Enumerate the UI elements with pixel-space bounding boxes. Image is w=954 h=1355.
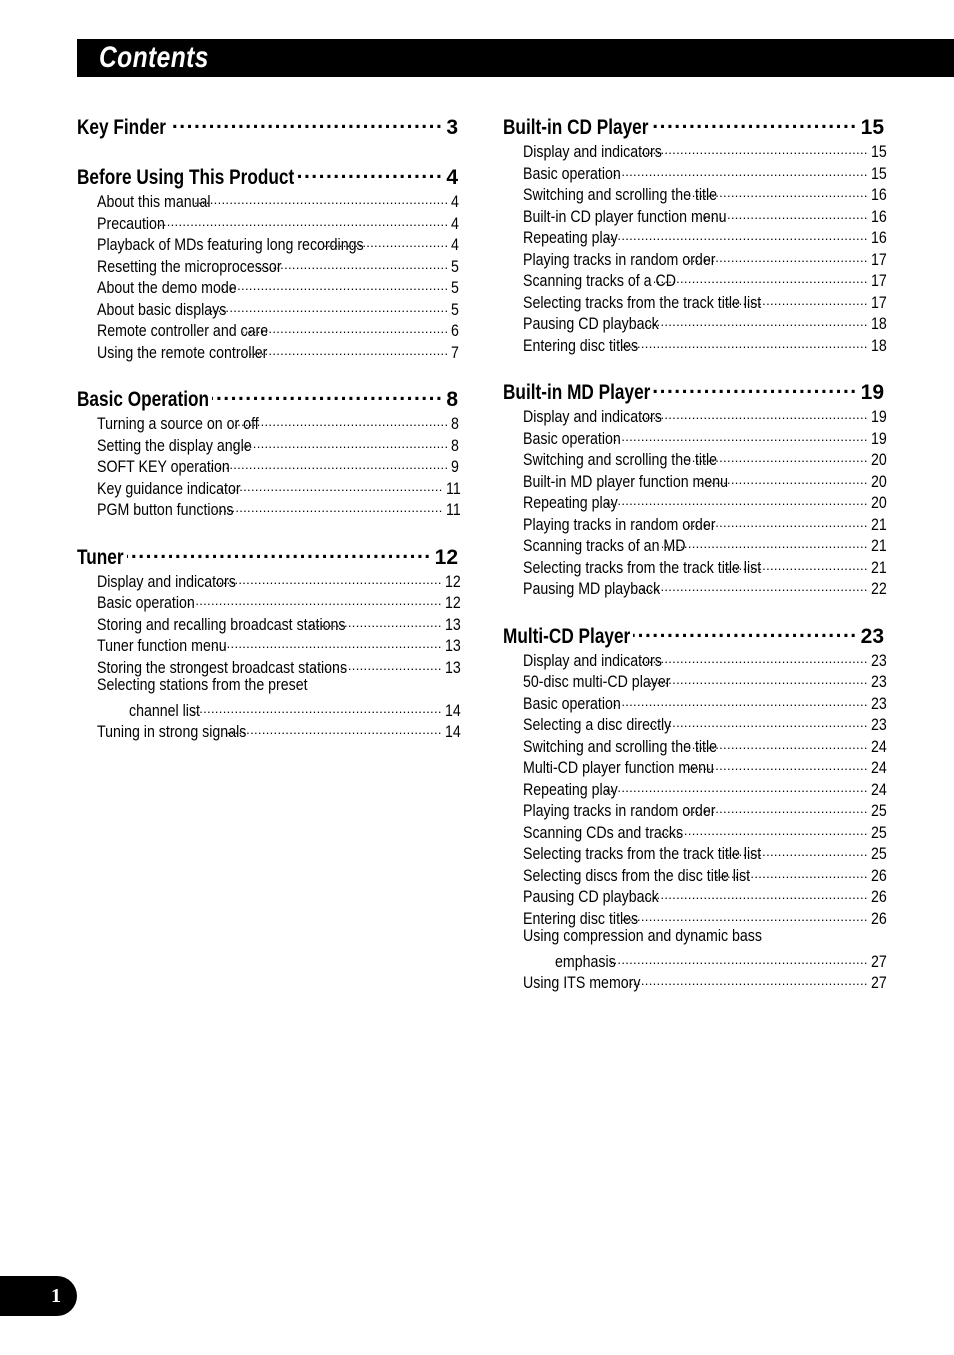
toc-item-page-number: 7 <box>451 343 460 362</box>
toc-item-page-number: 24 <box>870 737 887 756</box>
dot-leader <box>229 433 448 451</box>
toc-item-label: Setting the display angle <box>97 436 252 455</box>
section-title: Built-in CD Player <box>503 116 649 139</box>
dot-leader <box>220 476 442 494</box>
toc-item-label: Switching and scrolling the title <box>523 451 718 469</box>
toc-item-page-number: 13 <box>444 615 461 634</box>
toc-item-page-number: 20 <box>870 472 887 491</box>
toc-section <box>503 621 887 992</box>
toc-item-page-number: 19 <box>870 408 887 426</box>
toc-item-page-number: 18 <box>870 315 887 333</box>
toc-item-label: Basic operation <box>97 594 195 612</box>
toc-item-continuation[interactable] <box>77 698 461 720</box>
toc-item[interactable] <box>503 447 887 469</box>
dot-leader <box>217 275 448 293</box>
toc-item-page-number: 14 <box>444 723 461 741</box>
toc-item[interactable] <box>77 655 461 677</box>
toc-section <box>503 112 887 355</box>
toc-item[interactable] <box>503 311 887 333</box>
toc-item-page-number: 20 <box>870 451 887 469</box>
toc-item[interactable] <box>77 411 458 433</box>
dot-leader <box>642 648 868 666</box>
section-title: Basic Operation <box>77 388 210 411</box>
dot-leader <box>157 211 449 229</box>
toc-item-label: Display and indicators <box>523 408 662 426</box>
toc-item-list <box>503 648 887 992</box>
toc-item-label: Scanning tracks of an MD <box>523 537 686 555</box>
toc-item-label: Tuning in strong signals <box>97 723 247 741</box>
dot-leader <box>687 798 868 816</box>
toc-section-heading[interactable] <box>77 112 458 139</box>
dot-leader <box>725 841 867 859</box>
dot-leader <box>641 576 868 594</box>
toc-item[interactable] <box>503 755 887 777</box>
section-title: Key Finder <box>77 116 166 139</box>
dot-leader <box>725 290 867 308</box>
toc-item-list <box>77 569 461 741</box>
toc-item[interactable] <box>503 533 887 555</box>
toc-item-label: Key guidance indicator <box>97 479 241 498</box>
dot-leader <box>696 204 867 222</box>
toc-item-page-number: 27 <box>870 974 887 992</box>
toc-item[interactable] <box>503 512 887 534</box>
dot-leader <box>211 454 448 472</box>
dot-leader <box>653 377 857 399</box>
toc-item-page-number: 15 <box>870 164 887 183</box>
toc-item-label: Basic operation <box>523 429 621 448</box>
toc-item-page-number: 17 <box>870 272 887 290</box>
toc-item-page-number: 16 <box>870 229 887 247</box>
dot-leader <box>214 497 442 515</box>
toc-item[interactable] <box>77 569 461 591</box>
toc-item-label: Precaution <box>97 214 165 233</box>
toc-item-label: Remote controller and care <box>97 322 269 340</box>
toc-item[interactable] <box>503 576 887 598</box>
dot-leader <box>235 411 448 429</box>
toc-item-label: Scanning CDs and tracks <box>523 823 684 842</box>
toc-item-page-number: 4 <box>451 236 460 254</box>
toc-item-page-number: 25 <box>870 845 887 863</box>
toc-item-page-number: 12 <box>444 594 461 612</box>
toc-item-page-number: 26 <box>870 888 887 906</box>
toc-item[interactable] <box>77 590 461 612</box>
toc-item[interactable] <box>503 863 887 885</box>
toc-item-page-number: 23 <box>870 673 887 691</box>
toc-item-label: Display and indicators <box>523 651 662 670</box>
toc-item[interactable] <box>77 297 458 319</box>
toc-item[interactable] <box>503 777 887 799</box>
dot-leader <box>622 906 867 924</box>
toc-item-label: Storing the strongest broadcast stations <box>97 658 348 677</box>
title-bar <box>77 39 954 77</box>
page-number-badge <box>0 1276 77 1316</box>
toc-section-heading[interactable] <box>77 162 458 189</box>
toc-item-label: Selecting tracks from the track title list <box>523 293 762 312</box>
toc-item-label: Using ITS memory <box>523 974 641 992</box>
toc-item[interactable] <box>503 268 887 290</box>
toc-item-page-number: 26 <box>870 866 887 885</box>
toc-item-label: Selecting tracks from the track title list <box>523 558 762 577</box>
toc-item-page-number: 11 <box>445 479 461 498</box>
toc-item[interactable] <box>503 927 884 949</box>
toc-item[interactable] <box>77 719 461 741</box>
toc-section <box>77 112 458 139</box>
toc-item-page-number: 8 <box>451 415 460 433</box>
dot-leader <box>640 311 868 329</box>
toc-item-page-number: 27 <box>870 952 887 971</box>
toc-item[interactable] <box>503 841 887 863</box>
toc-item-page-number: 13 <box>444 658 461 677</box>
toc-item-page-number: 13 <box>444 637 461 655</box>
toc-item-label: PGM button functions <box>97 501 234 519</box>
toc-item-page-number: 6 <box>451 322 460 340</box>
toc-item-page-number: 19 <box>870 429 887 448</box>
dot-leader <box>687 512 868 530</box>
toc-item[interactable] <box>503 490 887 512</box>
toc-section-heading[interactable] <box>77 542 458 569</box>
toc-item-label: Switching and scrolling the title <box>523 186 718 204</box>
toc-item-page-number: 23 <box>870 716 887 734</box>
dot-leader <box>650 712 868 730</box>
toc-item[interactable] <box>77 275 458 297</box>
toc-item[interactable] <box>503 204 887 226</box>
section-title: Tuner <box>77 545 124 569</box>
toc-item[interactable] <box>77 676 458 698</box>
toc-item[interactable] <box>503 469 887 491</box>
toc-section <box>503 377 887 598</box>
dot-leader <box>608 426 868 444</box>
dot-leader <box>243 318 448 336</box>
toc-item-page-number: 4 <box>451 214 460 233</box>
toc-item[interactable] <box>77 254 458 276</box>
dot-leader <box>633 621 857 643</box>
dot-leader <box>654 268 868 286</box>
toc-item-label: Selecting stations from the preset <box>97 676 308 694</box>
page-number: 1 <box>51 1285 61 1307</box>
dot-leader <box>622 333 867 351</box>
dot-leader <box>688 447 867 465</box>
toc-item-page-number: 16 <box>870 186 887 204</box>
toc-item-label: Scanning tracks of a CD <box>523 272 677 290</box>
toc-item-label: Playing tracks in random order <box>523 802 716 820</box>
toc-item[interactable] <box>503 798 887 820</box>
toc-item-label: Playing tracks in random order <box>523 250 716 269</box>
toc-item-label: Turning a source on or off <box>97 415 259 433</box>
toc-item-page-number: 9 <box>451 458 460 476</box>
toc-item-label: SOFT KEY operation <box>97 458 230 476</box>
dot-leader <box>216 569 442 587</box>
toc-item[interactable] <box>503 225 887 247</box>
section-page-number: 8 <box>446 388 458 411</box>
dot-leader <box>609 949 868 967</box>
toc-item[interactable] <box>503 333 887 355</box>
dot-leader <box>660 820 868 838</box>
dot-leader <box>605 777 868 795</box>
toc-item-label: Playback of MDs featuring long recordings <box>97 236 364 254</box>
toc-section-heading[interactable] <box>503 377 884 404</box>
toc-item-list <box>77 189 458 361</box>
toc-item-page-number: 25 <box>870 802 887 820</box>
dot-leader <box>688 734 867 752</box>
toc-section <box>77 384 461 519</box>
dot-leader <box>212 384 443 406</box>
dot-leader <box>605 490 868 508</box>
toc-item-label-continued: channel list <box>129 701 201 720</box>
toc-item[interactable] <box>77 612 461 634</box>
section-title: Built-in MD Player <box>503 381 651 404</box>
section-page-number: 23 <box>860 624 884 648</box>
toc-item-page-number: 23 <box>870 694 887 713</box>
toc-item-page-number: 8 <box>451 436 460 455</box>
toc-item[interactable] <box>503 734 887 756</box>
dot-leader <box>255 254 449 272</box>
toc-item[interactable] <box>77 340 458 362</box>
section-page-number: 19 <box>860 381 884 404</box>
section-title: Before Using This Product <box>77 166 295 189</box>
dot-leader <box>297 162 443 184</box>
toc-item-label: Entering disc titles <box>523 336 639 355</box>
toc-item-page-number: 23 <box>870 651 887 670</box>
toc-item-page-number: 17 <box>870 250 887 269</box>
dot-leader <box>605 225 868 243</box>
toc-item-page-number: 12 <box>444 572 461 591</box>
toc-item-label: Switching and scrolling the title <box>523 737 718 756</box>
toc-item[interactable] <box>503 712 887 734</box>
toc-item-label: Selecting discs from the disc title list <box>523 866 751 885</box>
dot-leader <box>640 884 868 902</box>
toc-item[interactable] <box>77 189 458 211</box>
toc-item-page-number: 5 <box>451 257 460 276</box>
toc-item[interactable] <box>77 476 461 498</box>
toc-item-label: Tuner function menu <box>97 637 227 655</box>
toc-item-label: Basic operation <box>523 164 621 183</box>
toc-item-label: Built-in CD player function menu <box>523 207 727 226</box>
toc-item-label: Repeating play <box>523 494 618 512</box>
toc-item-label: About this manual <box>97 193 211 211</box>
toc-section-heading[interactable] <box>503 621 884 648</box>
toc-item-label: Selecting a disc directly <box>523 716 672 734</box>
toc-item-page-number: 5 <box>451 300 460 319</box>
toc-item[interactable] <box>503 648 887 670</box>
toc-item-page-number: 5 <box>451 279 460 297</box>
dot-leader <box>687 247 868 265</box>
toc-item[interactable] <box>503 906 887 928</box>
toc-section-heading[interactable] <box>77 384 458 411</box>
toc-item-page-number: 22 <box>870 580 887 598</box>
toc-column-left <box>77 112 461 741</box>
toc-section <box>77 542 461 741</box>
toc-item[interactable] <box>503 426 887 448</box>
toc-item[interactable] <box>503 182 887 204</box>
dot-leader <box>608 691 868 709</box>
toc-item-label: Multi-CD player function menu <box>523 759 714 777</box>
section-page-number: 4 <box>446 166 458 189</box>
toc-item-label: Repeating play <box>523 229 618 247</box>
dot-leader <box>686 755 868 773</box>
toc-item-label: Resetting the microprocessor <box>97 257 282 276</box>
toc-item[interactable] <box>77 232 458 254</box>
toc-section-heading[interactable] <box>503 112 884 139</box>
toc-item[interactable] <box>503 691 887 713</box>
dot-leader <box>662 533 868 551</box>
toc-item-page-number: 17 <box>870 293 887 312</box>
toc-item-page-number: 20 <box>870 494 887 512</box>
toc-item[interactable] <box>77 633 461 655</box>
toc-item-label: Entering disc titles <box>523 909 639 928</box>
toc-section <box>77 162 458 361</box>
toc-item[interactable] <box>77 497 461 519</box>
toc-item[interactable] <box>77 318 458 340</box>
toc-item-label: Storing and recalling broadcast stations <box>97 615 346 634</box>
toc-item[interactable] <box>503 970 887 992</box>
toc-item[interactable] <box>503 820 887 842</box>
toc-item-label: Basic operation <box>523 694 621 713</box>
dot-leader <box>127 542 432 564</box>
dot-leader <box>649 669 867 687</box>
toc-item-page-number: 24 <box>870 780 887 799</box>
dot-leader <box>651 112 857 134</box>
toc-item-page-number: 14 <box>444 701 461 720</box>
toc-item-label: About the demo mode <box>97 279 237 297</box>
toc-item-label: Using the remote controller <box>97 343 268 362</box>
toc-item-label: Playing tracks in random order <box>523 515 716 534</box>
section-page-number: 15 <box>860 116 884 139</box>
dot-leader <box>323 232 448 250</box>
dot-leader <box>182 590 442 608</box>
toc-item-label: Pausing MD playback <box>523 580 661 598</box>
toc-item-page-number: 21 <box>870 515 887 534</box>
section-page-number: 12 <box>434 545 458 569</box>
toc-item-label: Pausing CD playback <box>523 315 659 333</box>
toc-item-label: Selecting tracks from the track title list <box>523 845 762 863</box>
dot-leader <box>195 189 448 207</box>
dot-leader <box>225 719 442 737</box>
toc-item-list <box>503 404 887 598</box>
toc-item-label: Repeating play <box>523 780 618 799</box>
toc-item[interactable] <box>503 290 887 312</box>
toc-item-page-number: 21 <box>870 537 887 555</box>
dot-leader <box>209 633 442 651</box>
dot-leader <box>308 612 442 630</box>
toc-item-page-number: 26 <box>870 909 887 928</box>
toc-column-right <box>503 112 887 992</box>
dot-leader <box>169 112 443 134</box>
toc-item-label: About basic displays <box>97 300 227 319</box>
dot-leader <box>191 698 441 716</box>
toc-item[interactable] <box>503 669 887 691</box>
toc-item-continuation[interactable] <box>503 949 887 971</box>
section-page-number: 3 <box>446 116 458 139</box>
dot-leader <box>725 555 867 573</box>
toc-item[interactable] <box>503 161 887 183</box>
toc-item-page-number: 16 <box>870 207 887 226</box>
toc-item[interactable] <box>503 555 887 577</box>
toc-item-label: Pausing CD playback <box>523 888 659 906</box>
toc-item-page-number: 15 <box>870 143 887 161</box>
toc-item[interactable] <box>503 884 887 906</box>
dot-leader <box>309 655 441 673</box>
toc-item[interactable] <box>503 139 887 161</box>
dot-leader <box>642 139 868 157</box>
toc-item-page-number: 25 <box>870 823 887 842</box>
dot-leader <box>208 297 448 315</box>
toc-item[interactable] <box>503 404 887 426</box>
dot-leader <box>642 404 868 422</box>
toc-item-page-number: 11 <box>445 501 461 519</box>
toc-item-label: Using compression and dynamic bass <box>523 927 762 945</box>
toc-item-label: Built-in MD player function menu <box>523 472 729 491</box>
toc-item-label-continued: emphasis <box>555 952 616 971</box>
toc-item-list <box>503 139 887 355</box>
toc-item-page-number: 18 <box>870 336 887 355</box>
toc-item-label: Display and indicators <box>523 143 662 161</box>
dot-leader <box>716 863 868 881</box>
dot-leader <box>243 340 449 358</box>
dot-leader <box>688 182 867 200</box>
toc-item-page-number: 24 <box>870 759 887 777</box>
dot-leader <box>698 469 868 487</box>
toc-item[interactable] <box>77 433 458 455</box>
toc-item[interactable] <box>77 211 458 233</box>
toc-item-label: Display and indicators <box>97 572 236 591</box>
toc-item-label: 50-disc multi-CD player <box>523 673 671 691</box>
page-title: Contents <box>99 41 209 74</box>
dot-leader <box>624 970 867 988</box>
toc-item-page-number: 4 <box>451 193 460 211</box>
toc-item[interactable] <box>77 454 458 476</box>
toc-item[interactable] <box>503 247 887 269</box>
toc-item-list <box>77 411 461 519</box>
section-title: Multi-CD Player <box>503 624 631 648</box>
dot-leader <box>608 161 868 179</box>
toc-item-page-number: 21 <box>870 558 887 577</box>
